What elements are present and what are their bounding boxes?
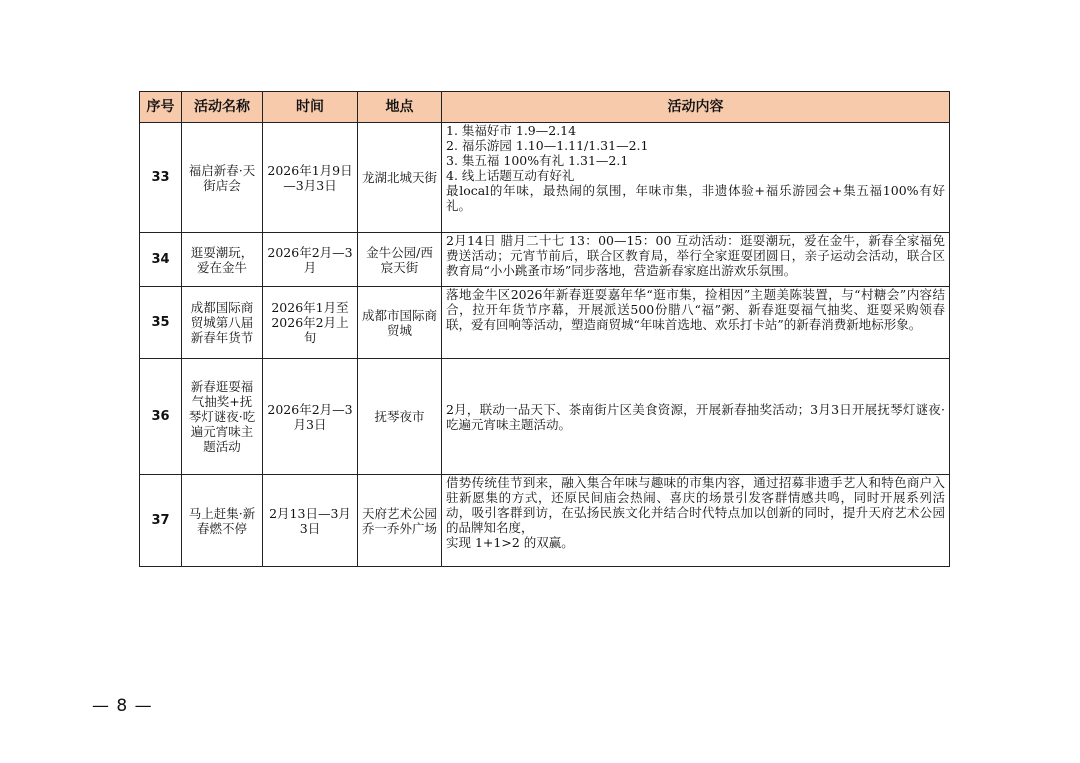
row-name: 成都国际商贸城第八届新春年货节 xyxy=(182,287,263,359)
header-content: 活动内容 xyxy=(442,92,950,123)
content-line: 2月，联动一品天下、茶南街片区美食资源，开展新春抽奖活动；3月3日开展抚琴灯谜夜·吃遍元宵味主题活动。 xyxy=(446,401,945,432)
table-row xyxy=(140,123,950,233)
header-name: 活动名称 xyxy=(182,92,263,123)
row-content xyxy=(442,359,950,475)
row-place: 抚琴夜市 xyxy=(358,359,442,475)
content-line: 实现 1+1>2 的双赢。 xyxy=(446,535,574,550)
header-time: 时间 xyxy=(263,92,358,123)
row-place: 龙湖北城天街 xyxy=(358,123,442,233)
row-num: 37 xyxy=(140,475,182,567)
table-header-row xyxy=(140,92,950,123)
row-name: 逛耍潮玩，爱在金牛 xyxy=(182,233,263,287)
row-time: 2月13日—3月3日 xyxy=(263,475,358,567)
row-time: 2026年2月—3月3日 xyxy=(263,359,358,475)
row-name: 马上赶集·新春燃不停 xyxy=(182,475,263,567)
row-name: 新春逛耍福气抽奖+抚琴灯谜夜·吃遍元宵味主题活动 xyxy=(182,359,263,475)
content-line: 落地金牛区2026年新春逛耍嘉年华“逛市集，捡相因”主题美陈装置，与“村糖会”内容结合，拉开年货节序幕，开展派送500份腊八“福”粥、新春逛耍福气抽奖、逛耍采购领春联，爱有回响等活动，塑造商贸城“年味首选地、欢乐打卡站”的新春消费新地标形象。 xyxy=(446,287,945,332)
row-num: 35 xyxy=(140,287,182,359)
content-line: 4. 线上话题互动有好礼 xyxy=(446,168,575,183)
row-place: 金牛公园/西宸天街 xyxy=(358,233,442,287)
content-line: 最local的年味，最热闹的氛围，年味市集，非遗体验+福乐游园会+集五福100%有好礼。 xyxy=(446,183,945,213)
row-content xyxy=(442,475,950,567)
table-row xyxy=(140,287,950,359)
row-name: 福启新春·天街店会 xyxy=(182,123,263,233)
row-num: 34 xyxy=(140,233,182,287)
row-time: 2026年2月—3月 xyxy=(263,233,358,287)
content-line: 借势传统佳节到来，融入集合年味与趣味的市集内容，通过招募非遗手艺人和特色商户入驻新愿集的方式，还原民间庙会热闹、喜庆的场景引发客群情感共鸣，同时开展系列活动，吸引客群到访，在弘扬民族文化并结合时代特点加以创新的同时，提升天府艺术公园的品牌知名度， xyxy=(446,475,945,535)
content-line: 1. 集福好市 1.9—2.14 xyxy=(446,123,577,138)
row-content xyxy=(442,287,950,359)
row-content xyxy=(442,233,950,287)
row-content xyxy=(442,123,950,233)
table-row xyxy=(140,359,950,475)
page-number: — 8 — xyxy=(92,696,153,716)
row-num: 33 xyxy=(140,123,182,233)
row-time: 2026年1月9日—3月3日 xyxy=(263,123,358,233)
row-place: 天府艺术公园乔一乔外广场 xyxy=(358,475,442,567)
content-line: 2. 福乐游园 1.10—1.11/1.31—2.1 xyxy=(446,138,649,153)
table-row xyxy=(140,233,950,287)
content-line: 3. 集五福 100%有礼 1.31—2.1 xyxy=(446,153,629,168)
row-place: 成都市国际商贸城 xyxy=(358,287,442,359)
table-row xyxy=(140,475,950,567)
content-line: 2月14日 腊月二十七 13：00—15：00 互动活动：逛耍潮玩，爱在金牛，新春全家福免费送活动；元宵节前后，联合区教育局，举行全家逛耍团圆日，亲子运动会活动，联合区教育局“小小跳蚤市场”同步落地，营造新春家庭出游欢乐氛围。 xyxy=(446,233,945,278)
header-place: 地点 xyxy=(358,92,442,123)
header-num: 序号 xyxy=(140,92,182,123)
activity-table xyxy=(139,91,950,567)
row-num: 36 xyxy=(140,359,182,475)
row-time: 2026年1月至2026年2月上旬 xyxy=(263,287,358,359)
